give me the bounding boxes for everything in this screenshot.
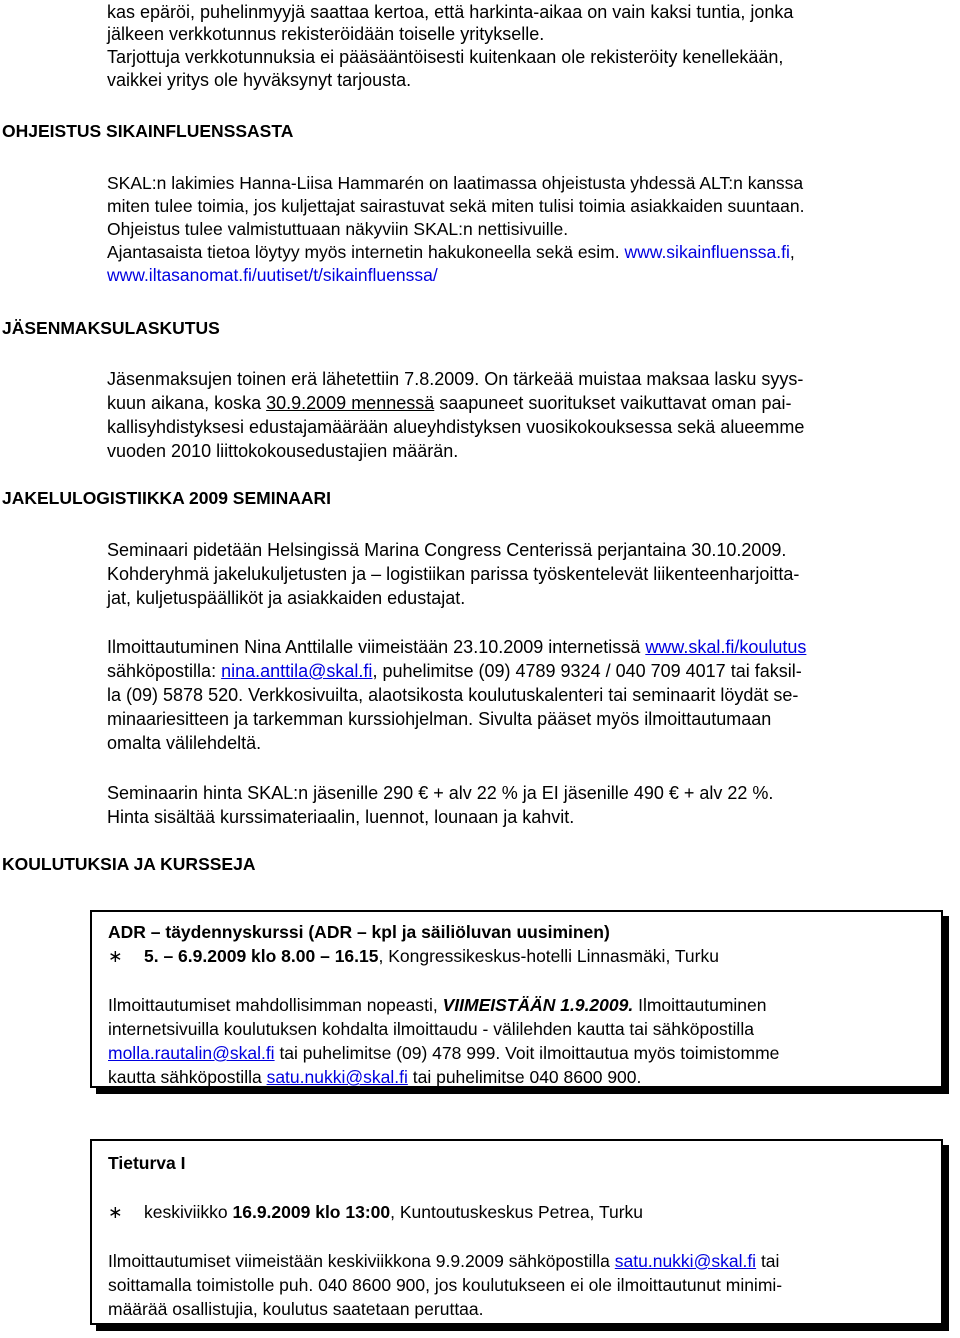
sikainfluenssa-paragraph — [107, 172, 932, 287]
text-line: Kohderyhmä jakelukuljetusten ja – logistiikan parissa työskentelevät liikenteenharjoitta- — [107, 564, 800, 584]
course-box-tieturva — [90, 1139, 943, 1325]
course-location: , Kongressikeskus-hotelli Linnasmäki, Turku — [378, 946, 719, 966]
bullet-icon: ∗ — [108, 1202, 123, 1222]
section-heading-seminaari: JAKELULOGISTIIKKA 2009 SEMINAARI — [2, 488, 331, 508]
intro-line: Tarjottuja verkkotunnuksia ei pääsääntöisesti kuitenkaan ole rekisteröity kenellekään, — [107, 47, 784, 67]
text-line: kallisyhdistyksesi edustajamäärään alueyhdistyksen vuosikokouksessa sekä alueemme — [107, 417, 805, 437]
link-skal-koulutus[interactable]: www.skal.fi/koulutus — [645, 637, 807, 657]
course-date-line — [108, 944, 925, 968]
course-date-line — [108, 1200, 925, 1224]
text-line: Seminaarin hinta SKAL:n jäsenille 290 € + alv 22 % ja EI jäsenille 490 € + alv 22 %. — [107, 783, 774, 803]
intro-paragraph — [107, 1, 932, 92]
text-line: internetsivuilla koulutuksen kohdalta ilmoittaudu - välilehden kautta tai sähköpostilla — [108, 1019, 754, 1039]
text-line — [108, 1249, 925, 1273]
deadline-emphasis: VIIMEISTÄÄN 1.9.2009. — [442, 995, 634, 1015]
link-email-satu[interactable]: satu.nukki@skal.fi — [266, 1067, 408, 1087]
text-line: la (09) 5878 520. Verkkosivuilta, alaotsikosta koulutuskalenteri tai seminaarit löydät se- — [107, 685, 799, 705]
text-line: Hinta sisältää kurssimateriaalin, luennot, lounaan ja kahvit. — [107, 807, 575, 827]
text-line: soittamalla toimistolle puh. 040 8600 900, jos koulutukseen ei ole ilmoittautunut minimi- — [108, 1275, 783, 1295]
text-line: minaariesitteen ja tarkemman kurssiohjelman. Sivulta pääset myös ilmoittautumaan — [107, 709, 772, 729]
intro-line: jälkeen verkkotunnus rekisteröidään toiselle yritykselle. — [107, 24, 545, 44]
course-date: 16.9.2009 klo 13:00 — [232, 1202, 391, 1222]
text-span: Ajantasaista tietoa löytyy myös internetin hakukoneella sekä esim. — [107, 242, 625, 262]
text-line — [107, 635, 932, 659]
bullet-icon: ∗ — [108, 946, 123, 966]
text-span: Ilmoittautuminen — [633, 995, 767, 1015]
seminaari-paragraph-3 — [107, 781, 932, 829]
jasenmaksu-paragraph — [107, 367, 932, 463]
link-email-satu[interactable]: satu.nukki@skal.fi — [614, 1251, 757, 1271]
section-heading-jasenmaksu: JÄSENMAKSULASKUTUS — [2, 318, 220, 338]
text-line: määrää osallistujia, koulutus saatetaan peruttaa. — [108, 1299, 484, 1319]
text-line: SKAL:n lakimies Hanna-Liisa Hammarén on laatimassa ohjeistusta yhdessä ALT:n kanssa — [107, 173, 804, 193]
course-box-adr — [90, 910, 943, 1088]
text-line: vuoden 2010 liittokokousedustajien määrän. — [107, 441, 459, 461]
text-line — [108, 993, 925, 1017]
text-span: Ilmoittautuminen Nina Anttilalle viimeistään 23.10.2009 internetissä — [107, 637, 646, 657]
text-span: , — [789, 242, 795, 262]
text-span: , puhelimitse (09) 4789 9324 / 040 709 4017 tai faksil- — [372, 661, 802, 681]
link-iltasanomat[interactable]: www.iltasanomat.fi/uutiset/t/sikainfluenssa/ — [107, 265, 438, 285]
text-span: kuun aikana, koska — [107, 393, 267, 413]
intro-line: kas epäröi, puhelinmyyjä saattaa kertoa, että harkinta-aikaa on vain kaksi tuntia, jonka — [107, 2, 794, 22]
text-span: tai puhelimitse 040 8600 900. — [407, 1067, 642, 1087]
text-line — [107, 241, 932, 264]
link-sikainfluenssa[interactable]: www.sikainfluenssa.fi — [624, 242, 790, 262]
course-title: ADR – täydennyskurssi (ADR – kpl ja säiliöluvan uusiminen) — [108, 922, 610, 942]
text-span: tai — [756, 1251, 780, 1271]
underlined-date: 30.9.2009 mennessä — [266, 393, 435, 413]
link-email-molla[interactable]: molla.rautalin@skal.fi — [108, 1043, 275, 1063]
text-line — [108, 1041, 925, 1065]
text-span: kautta sähköpostilla — [108, 1067, 267, 1087]
text-span: Ilmoittautumiset mahdollisimman nopeasti, — [108, 995, 443, 1015]
text-line: jat, kuljetuspäälliköt ja asiakkaiden edustajat. — [107, 588, 466, 608]
seminaari-paragraph-2 — [107, 635, 932, 755]
text-line: Ohjeistus tulee valmistuttuaan näkyviin SKAL:n nettisivuille. — [107, 219, 569, 239]
text-span: keskiviikko — [144, 1202, 233, 1222]
text-line: omalta välilehdeltä. — [107, 733, 262, 753]
text-line: Jäsenmaksujen toinen erä lähetettiin 7.8.2009. On tärkeää muistaa maksaa lasku syys- — [107, 369, 804, 389]
intro-line: vaikkei yritys ole hyväksynyt tarjousta. — [107, 70, 412, 90]
text-span: tai puhelimitse (09) 478 999. Voit ilmoittautua myös toimistomme — [274, 1043, 780, 1063]
text-line — [108, 1065, 925, 1089]
text-span: Ilmoittautumiset viimeistään keskiviikkona 9.9.2009 sähköpostilla — [108, 1251, 615, 1271]
link-email-nina[interactable]: nina.anttila@skal.fi — [221, 661, 373, 681]
text-line: miten tulee toimia, jos kuljettajat sairastuvat sekä miten tulisi toimia asiakkaiden suuntaan. — [107, 196, 805, 216]
text-line — [107, 391, 932, 415]
course-title: Tieturva I — [108, 1153, 186, 1173]
course-location: , Kuntoutuskeskus Petrea, Turku — [390, 1202, 644, 1222]
section-heading-sikainfluenssa: OHJEISTUS SIKAINFLUENSSASTA — [2, 121, 294, 141]
text-line: Seminaari pidetään Helsingissä Marina Congress Centerissä perjantaina 30.10.2009. — [107, 540, 787, 560]
text-span: saapuneet suoritukset vaikuttavat oman pai- — [434, 393, 792, 413]
section-heading-koulutuksia: KOULUTUKSIA JA KURSSEJA — [2, 854, 256, 874]
course-date: 5. – 6.9.2009 klo 8.00 – 16.15 — [144, 946, 379, 966]
seminaari-paragraph-1 — [107, 538, 932, 610]
text-line — [107, 659, 932, 683]
text-span: sähköpostilla: — [107, 661, 222, 681]
